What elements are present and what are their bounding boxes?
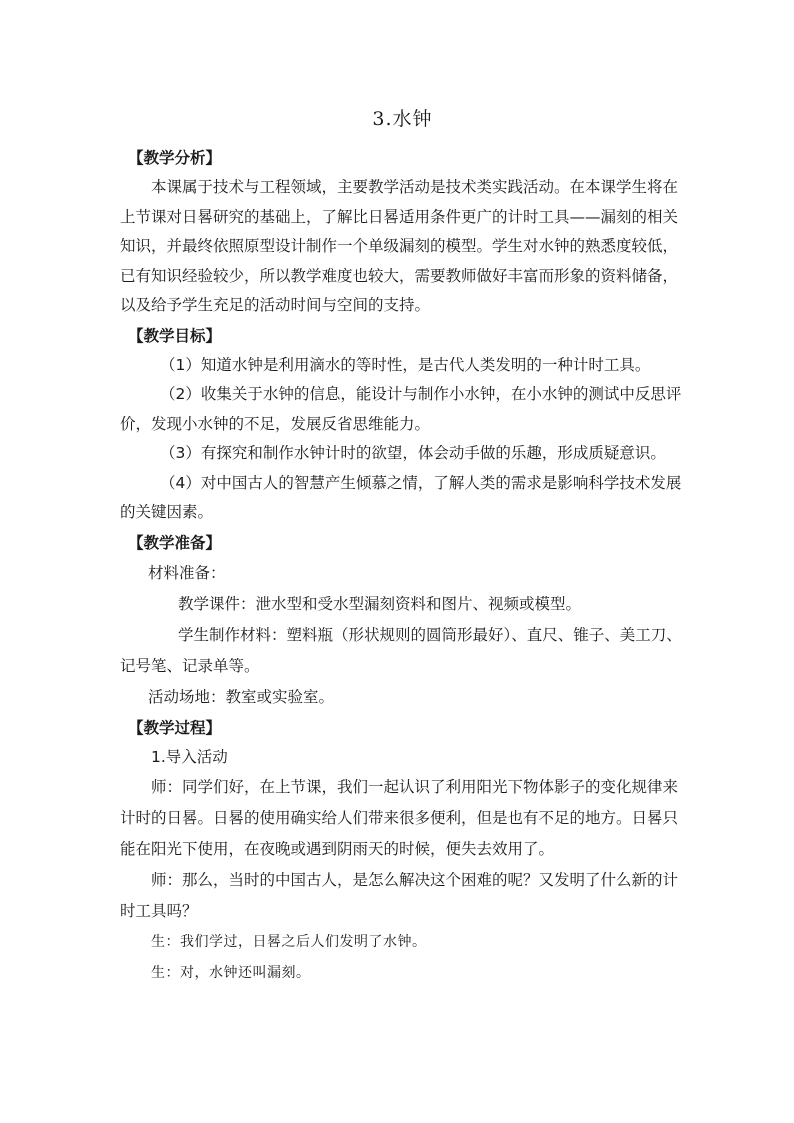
goal-item-3: （3）有探究和制作水钟计时的欲望，体会动手做的乐趣，形成质疑意识。	[160, 444, 666, 462]
teacher-line-1: 师：同学们好，在上节课，我们一起认识了利用阳光下物体影子的变化规律来计时的日晷。日晷的使用确实给人们带来很多便利，但是也有不足的地方。日晷只能在阳光下使用，在夜晚或遇到阴雨天的时候，便失去效用了。	[120, 778, 679, 858]
step-1-title: 1.导入活动	[151, 747, 228, 766]
section-heading-analysis: 【教学分析】	[128, 149, 222, 167]
section-heading-process: 【教学过程】	[128, 718, 222, 737]
section-heading-goals: 【教学目标】	[128, 326, 222, 345]
student-line-2: 生：对，水钟还叫漏刻。	[151, 965, 311, 981]
section-heading-preparation: 【教学准备】	[128, 533, 222, 552]
goal-item-1: （1）知道水钟是利用滴水的等时性，是古代人类发明的一种计时工具。	[160, 355, 651, 374]
goal-item-2: （2）收集关于水钟的信息，能设计与制作小水钟，在小水钟的测试中反思评价，发现小水钟的不足，发展反省思维能力。	[120, 385, 682, 433]
materials-label: 材料准备：	[148, 563, 226, 582]
document-body	[120, 104, 685, 989]
student-materials-line: 学生制作材料：塑料瓶（形状规则的圆筒形最好）、直尺、锥子、美工刀、记号笔、记录单等。	[120, 625, 682, 675]
analysis-paragraph: 本课属于技术与工程领域，主要教学活动是技术类实践活动。在本课学生将在上节课对日晷研究的基础上，了解比日晷适用条件更广的计时工具——漏刻的相关知识，并最终依照原型设计制作一个单级漏刻的模型。学生对水钟的熟悉度较低，已有知识经验较少，所以教学难度也较大，需要教师做好丰富而形象的资料储备，以及给予学生充足的活动时间与空间的支持。	[120, 178, 679, 314]
venue-line: 活动场地：教室或实验室。	[148, 687, 335, 706]
page-title: 3.水钟	[372, 108, 433, 130]
teacher-line-2: 师：那么，当时的中国古人，是怎么解决这个困难的呢？又发明了什么新的计时工具吗？	[120, 871, 679, 920]
goal-item-4: （4）对中国古人的智慧产生倾慕之情，了解人类的需求是影响科学技术发展的关键因素。	[120, 473, 682, 521]
courseware-line: 教学课件：泄水型和受水型漏刻资料和图片、视频或模型。	[178, 594, 582, 613]
student-line-1: 生：我们学过，日晷之后人们发明了水钟。	[151, 934, 427, 950]
